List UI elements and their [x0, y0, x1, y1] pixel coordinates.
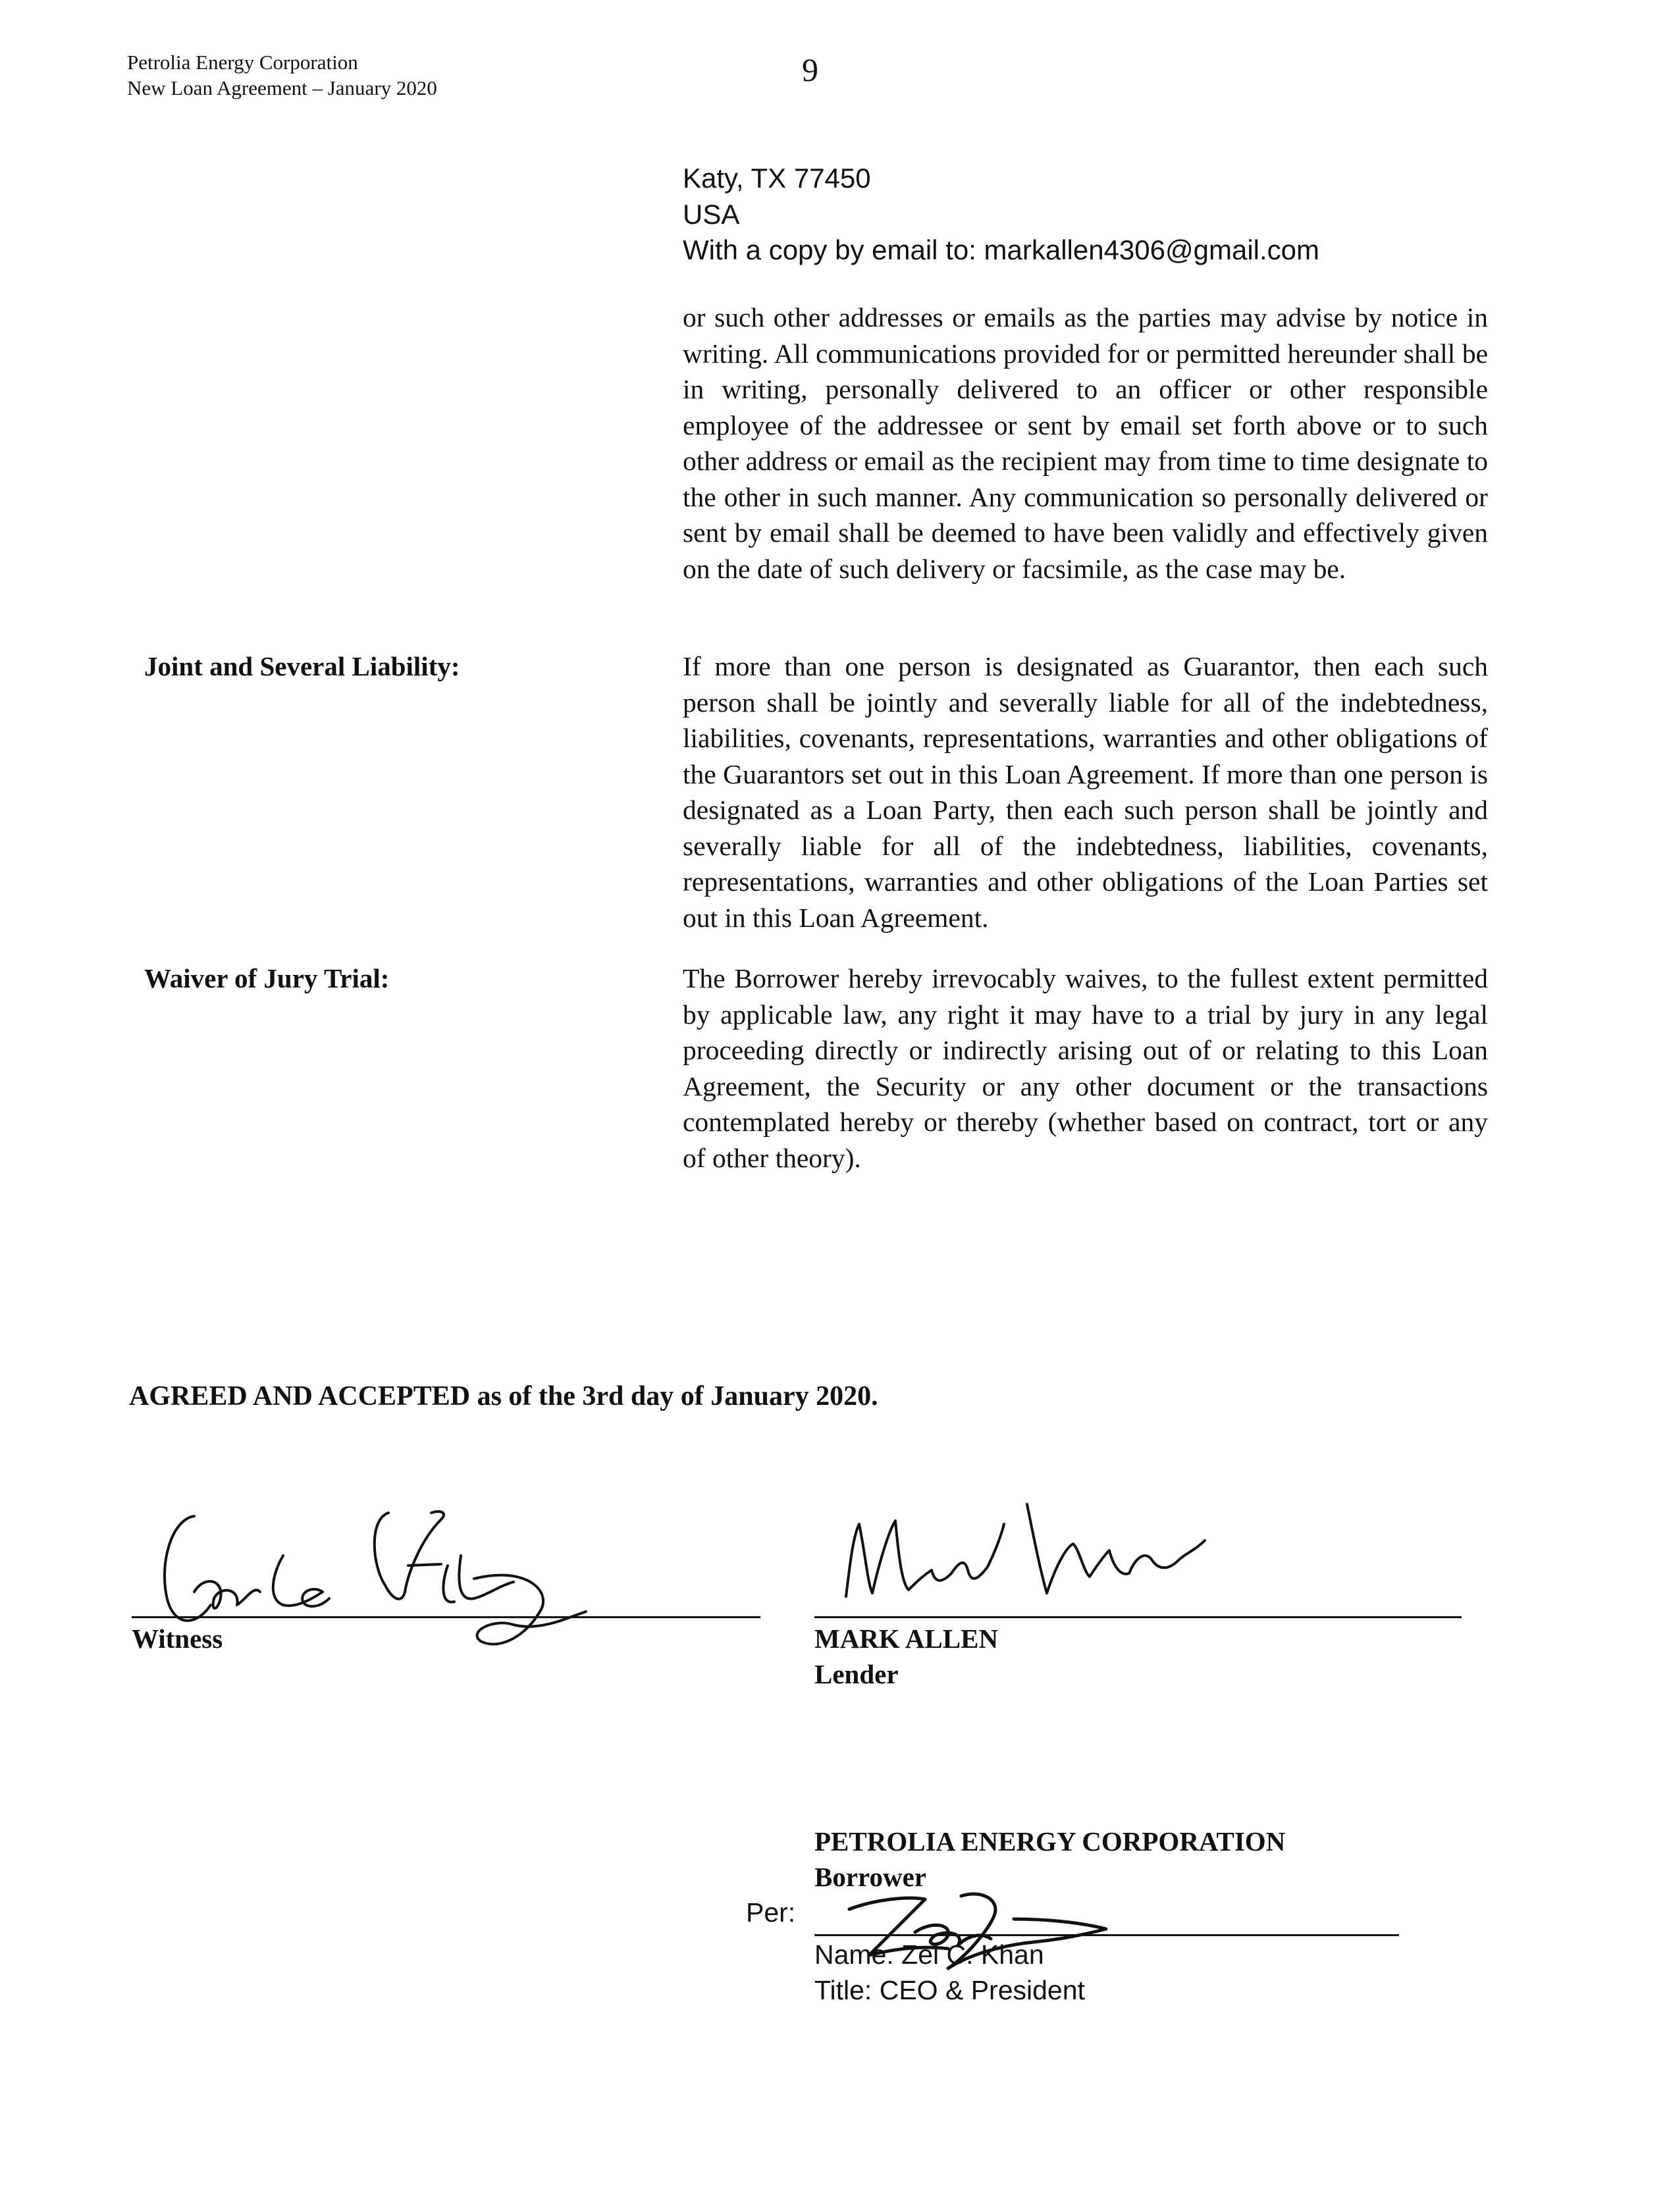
- address-city-line: Katy, TX 77450: [683, 163, 871, 194]
- borrower-role: Borrower: [814, 1862, 927, 1892]
- page-number: 9: [802, 51, 818, 88]
- borrower-company: PETROLIA ENERGY CORPORATION: [814, 1826, 1286, 1856]
- lender-signature-line: [814, 1616, 1462, 1618]
- jury-waiver-text: The Borrower hereby irrevocably waives, to the fullest extent permitted by applicable law, any right it may have to a trial by jury in any legal proceeding directly or indirectly arising out of or relating to this Loan Agreement, the Security or any other document or the transactions contemplated hereby or thereby (whether based on contract, tort or any of other theory).: [683, 963, 1488, 1173]
- address-email-copy: With a copy by email to: markallen4306@gmail.com: [683, 234, 1320, 265]
- witness-caption: Witness: [132, 1623, 223, 1654]
- borrower-signatory-name: Name: Zel C. Khan: [814, 1939, 1044, 1970]
- witness-signature-line: [132, 1616, 760, 1618]
- jury-waiver-label: Waiver of Jury Trial:: [144, 963, 390, 993]
- agreed-accepted-line: AGREED AND ACCEPTED as of the 3rd day of January 2020.: [129, 1381, 878, 1411]
- header-company: Petrolia Energy Corporation: [127, 51, 358, 74]
- borrower-per-label: Per:: [746, 1897, 796, 1928]
- lender-role: Lender: [814, 1659, 899, 1689]
- borrower-signatory-title: Title: CEO & President: [814, 1975, 1085, 2005]
- address-country: USA: [683, 199, 740, 230]
- borrower-signature-line: [814, 1934, 1399, 1936]
- notices-paragraph: or such other addresses or emails as the parties may advise by notice in writing. All communications provided for or permitted hereunder shall be in writing, personally delivered to an officer or other responsible employee of the addressee or sent by email set forth above or to such other address or email as the recipient may from time to time designate to the other in such manner. Any communication so personally delivered or sent by email shall be deemed to have been validly and effectively given on the date of such delivery or facsimile, as the case may be.: [683, 302, 1488, 584]
- joint-liability-text: If more than one person is designated as Guarantor, then each such person shall be jointly and severally liable for all of the indebtedness, liabilities, covenants, representations, warranties and other obligations of the Guarantors set out in this Loan Agreement. If more than one person is designated as a Loan Party, then each such person shall be jointly and severally liable for all of the indebtedness, liabilities, covenants, representations, warranties and other obligations of the Loan Parties set out in this Loan Agreement.: [683, 651, 1488, 933]
- lender-name: MARK ALLEN: [814, 1623, 999, 1654]
- joint-liability-label: Joint and Several Liability:: [144, 651, 460, 681]
- lender-signature: [836, 1485, 1284, 1616]
- header-doc-title: New Loan Agreement – January 2020: [127, 76, 437, 99]
